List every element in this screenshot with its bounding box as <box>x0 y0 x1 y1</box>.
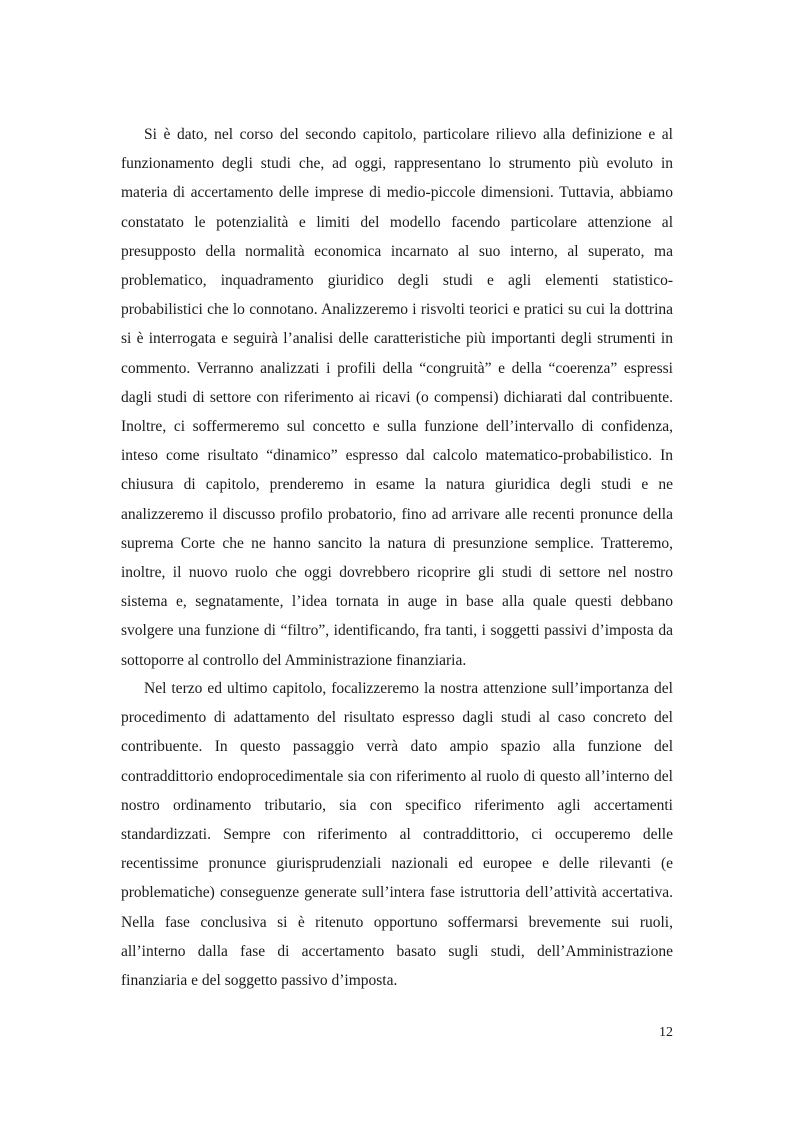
paragraph-2-text <box>121 674 673 995</box>
page-number: 12 <box>659 1025 673 1040</box>
paragraph-2 <box>121 674 673 995</box>
paragraph-2-content: Nel terzo ed ultimo capitolo, focalizzeremo la nostra attenzione sull’importanza del procedimento di adattamento del risultato espresso dagli studi al caso concreto del contribuente. In questo passaggio verrà dato ampio spazio alla funzione del contraddittorio endoprocedimentale sia con riferimento al ruolo di questo all’interno del nostro ordinamento tributario, sia con specifico riferimento agli accertamenti standardizzati. Sempre con riferimento al contraddittorio, ci occuperemo delle recentissime pronunce giurisprudenziali nazionali ed europee e delle rilevanti (e problematiche) conseguenze generate sull’intera fase istruttoria dell’attività accertativa. Nella fase conclusiva si è ritenuto opportuno soffermarsi brevemente sui ruoli, all’interno dalla fase di accertamento basato sugli studi, dell’Amministrazione finanziaria e del soggetto passivo d’imposta. <box>121 680 673 990</box>
paragraph-1-text <box>121 120 673 675</box>
paragraph-1-content: Si è dato, nel corso del secondo capitolo, particolare rilievo alla definizione e al funzionamento degli studi che, ad oggi, rappresentano lo strumento più evoluto in materia di accertamento delle imprese di medio-piccole dimensioni. Tuttavia, abbiamo constatato le potenzialità e limiti del modello facendo particolare attenzione al presupposto della normalità economica incarnato al suo interno, al superato, ma problematico, inquadramento giuridico degli studi e agli elementi statistico-probabilistici che lo connotano. Analizzeremo i risvolti teorici e pratici su cui la dottrina si è interrogata e seguirà l’analisi delle caratteristiche più importanti degli strumenti in commento. Verranno analizzati i profili della “congruità” e della “coerenza” espressi dagli studi di settore con riferimento ai ricavi (o compensi) dichiarati dal contribuente. Inoltre, ci soffermeremo sul concetto e sulla funzione dell’intervallo di confidenza, inteso come risultato “dinamico” espresso dal calcolo matematico-probabilistico. In chiusura di capitolo, prenderemo in esame la natura giuridica degli studi e ne analizzeremo il discusso profilo probatorio, fino ad arrivare alle recenti pronunce della suprema Corte che ne hanno sancito la natura di presunzione semplice. Tratteremo, inoltre, il nuovo ruolo che oggi dovrebbero ricoprire gli studi di settore nel nostro sistema e, segnatamente, l’idea tornata in auge in base alla quale questi debbano svolgere una funzione di “filtro”, identificando, fra tanti, i soggetti passivi d’imposta da sottoporre al controllo del Amministrazione finanziaria. <box>121 126 673 669</box>
paragraph-1 <box>121 120 673 675</box>
